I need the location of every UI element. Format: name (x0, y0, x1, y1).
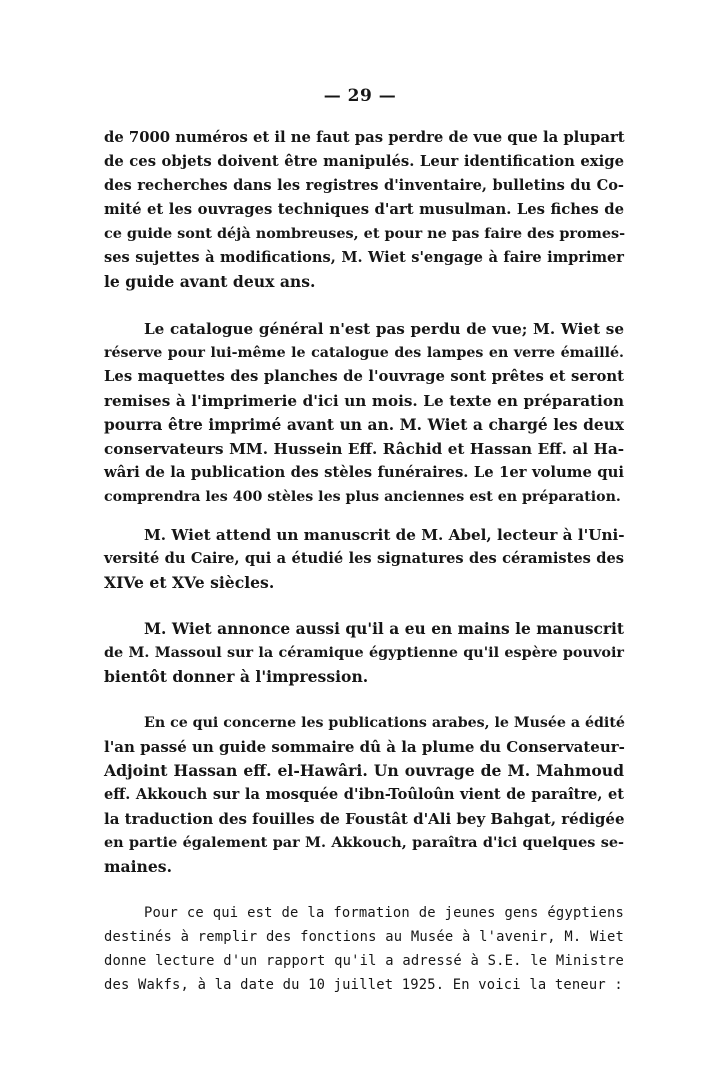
text-line: l'an passé un guide sommaire dû à la plume du Conservateur- (104, 738, 625, 756)
text-line: maines. (104, 857, 172, 876)
text-line: pourra être imprimé avant un an. M. Wiet a chargé les deux (104, 416, 624, 434)
paragraph-2 (104, 317, 624, 509)
text-line: en partie également par M. Akkouch, paraîtra d'ici quelques se- (104, 834, 624, 851)
paragraph-5 (104, 711, 624, 879)
text-line: eff. Akkouch sur la mosquée d'ibn-Toûloûn vient de paraître, et (104, 786, 624, 803)
text-line: des Wakfs, à la date du 10 juillet 1925. En voici la teneur : (104, 977, 623, 993)
text-line: des recherches dans les registres d'inventaire, bulletins du Co- (104, 177, 624, 194)
text-line: ses sujettes à modifications, M. Wiet s'engage à faire imprimer (104, 249, 624, 266)
text-line: Le catalogue général n'est pas perdu de vue; M. Wiet se (144, 320, 624, 338)
paragraph-1 (104, 126, 624, 294)
text-line: donne lecture d'un rapport qu'il a adressé à S.E. le Ministre (104, 953, 624, 969)
text-line: la traduction des fouilles de Foustât d'Ali bey Bahgat, rédigée (104, 810, 625, 828)
text-line: Adjoint Hassan eff. el-Hawâri. Un ouvrage de M. Mahmoud (104, 761, 624, 780)
text-line: de ces objets doivent être manipulés. Leur identification exige (104, 153, 624, 170)
paragraph-3 (104, 523, 624, 595)
text-line: réserve pour lui-même le catalogue des lampes en verre émaillé. (104, 345, 624, 361)
paragraph-4 (104, 617, 624, 689)
text-line: de 7000 numéros et il ne faut pas perdre de vue que la plupart (104, 129, 625, 146)
paragraph-6 (104, 901, 624, 997)
text-line: remises à l'imprimerie d'ici un mois. Le texte en préparation (104, 392, 624, 410)
text-line: En ce qui concerne les publications arabes, le Musée a édité (144, 715, 625, 731)
text-line: versité du Caire, qui a étudié les signatures des céramistes des (104, 550, 624, 567)
text-line: comprendra les 400 stèles les plus anciennes est en préparation. (104, 489, 621, 505)
text-line: M. Wiet annonce aussi qu'il a eu en mains le manuscrit (144, 620, 624, 638)
text-line: M. Wiet attend un manuscrit de M. Abel, lecteur à l'Uni- (144, 526, 625, 544)
text-line: Les maquettes des planches de l'ouvrage sont prêtes et seront (104, 368, 624, 385)
text-line: le guide avant deux ans. (104, 272, 316, 291)
text-line: bientôt donner à l'impression. (104, 667, 369, 686)
text-line: Pour ce qui est de la formation de jeunes gens égyptiens (144, 905, 624, 921)
text-line: de M. Massoul sur la céramique égyptienne qu'il espère pouvoir (104, 644, 624, 661)
text-line: XIVe et XVe siècles. (104, 573, 275, 592)
text-line: ce guide sont déjà nombreuses, et pour ne pas faire des promes- (104, 225, 626, 242)
text-line: wâri de la publication des stèles funéraires. Le 1er volume qui (104, 464, 624, 481)
page-number: — 29 — (323, 86, 397, 106)
text-line: destinés à remplir des fonctions au Musée à l'avenir, M. Wiet (104, 929, 624, 945)
text-line: mité et les ouvrages techniques d'art musulman. Les fiches de (104, 201, 624, 218)
text-line: conservateurs MM. Hussein Eff. Râchid et Hassan Eff. al Ha- (104, 440, 624, 458)
